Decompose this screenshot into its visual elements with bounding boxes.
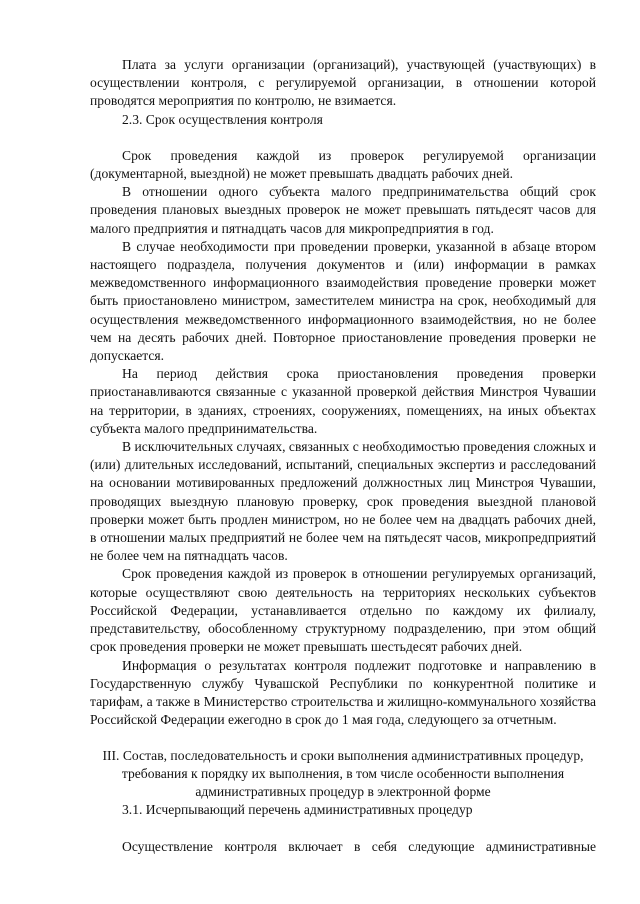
document-page (90, 56, 596, 856)
paragraph-fee: Плата за услуги организации (организаций), участвующей (участвующих) в осуществлении контроля, с регулируемой организации, в отношении которой проводятся мероприятия по контролю, не взимается. (90, 57, 596, 109)
paragraph-multiple-regions: Срок проведения каждой из проверок в отношении регулируемых организаций, которые осуществляют свою деятельность на территориях нескольких субъектов Российской Федерации, устанавливается отдельно по каждому их филиалу, представительству, обособленному структурному подразделению, при этом общий срок проведения проверки не может превышать шестьдесят рабочих дней. (90, 566, 596, 655)
section-heading-line-1: III. Состав, последовательность и сроки выполнения административных процедур, (102, 748, 584, 764)
subsection-heading-2-3: 2.3. Срок осуществления контроля (122, 111, 323, 127)
paragraph-extension: В исключительных случаях, связанных с необходимостью проведения сложных и (или) длительных исследований, испытаний, специальных экспертиз и расследований на основании мотивированных предложений должностных лиц Минстроя Чувашии, проводящих выездную плановую проверку, срок проведения выездной плановой проверки может быть продлен министром, но не более чем на двадцать рабочих дней, в отношении малых предприятий не более чем на пятьдесят часов, микропредприятий не более чем на пятнадцать часов. (90, 439, 596, 564)
paragraph-procedures-start: Осуществление контроля включает в себя следующие административные (122, 838, 596, 854)
section-heading-line-3: административных процедур в электронной форме (195, 784, 491, 800)
paragraph-results-reporting: Информация о результатах контроля подлежит подготовке и направлению в Государственную службу Чувашской Республики по конкурентной политике и тарифам, а также в Министерство строительства и жилищно-коммунального хозяйства Российской Федерации ежегодно в срок до 1 мая года, следующего за отчетным. (90, 657, 596, 728)
section-heading-line-2: требования к порядку их выполнения, в том числе особенности выполнения (121, 766, 565, 782)
subsection-heading-3-1: 3.1. Исчерпывающий перечень административных процедур (122, 802, 473, 818)
paragraph-check-duration: Срок проведения каждой из проверок регулируемой организации (документарной, выездной) не может превышать двадцать рабочих дней. (90, 147, 596, 182)
paragraph-suspension-period: На период действия срока приостановления проведения проверки приостанавливаются связанные с указанной проверкой действия Минстроя Чувашии на территории, в зданиях, строениях, сооружениях, помещениях, на иных объектах субъекта малого предпринимательства. (90, 366, 596, 436)
paragraph-small-business-limit: В отношении одного субъекта малого предпринимательства общий срок проведения плановых выездных проверок не может превышать пятьдесят часов для малого предприятия и пятнадцать часов для микропредприятия в год. (90, 184, 596, 236)
paragraph-suspension: В случае необходимости при проведении проверки, указанной в абзаце втором настоящего подраздела, получения документов и (или) информации в рамках межведомственного информационного взаимодействия проведение проверки может быть приостановлено министром, заместителем министра на срок, необходимый для осуществления межведомственного информационного взаимодействия, но не более чем на десять рабочих дней. Повторное приостановление проведения проверки не допускается. (90, 238, 596, 364)
section-heading-3 (90, 747, 596, 801)
